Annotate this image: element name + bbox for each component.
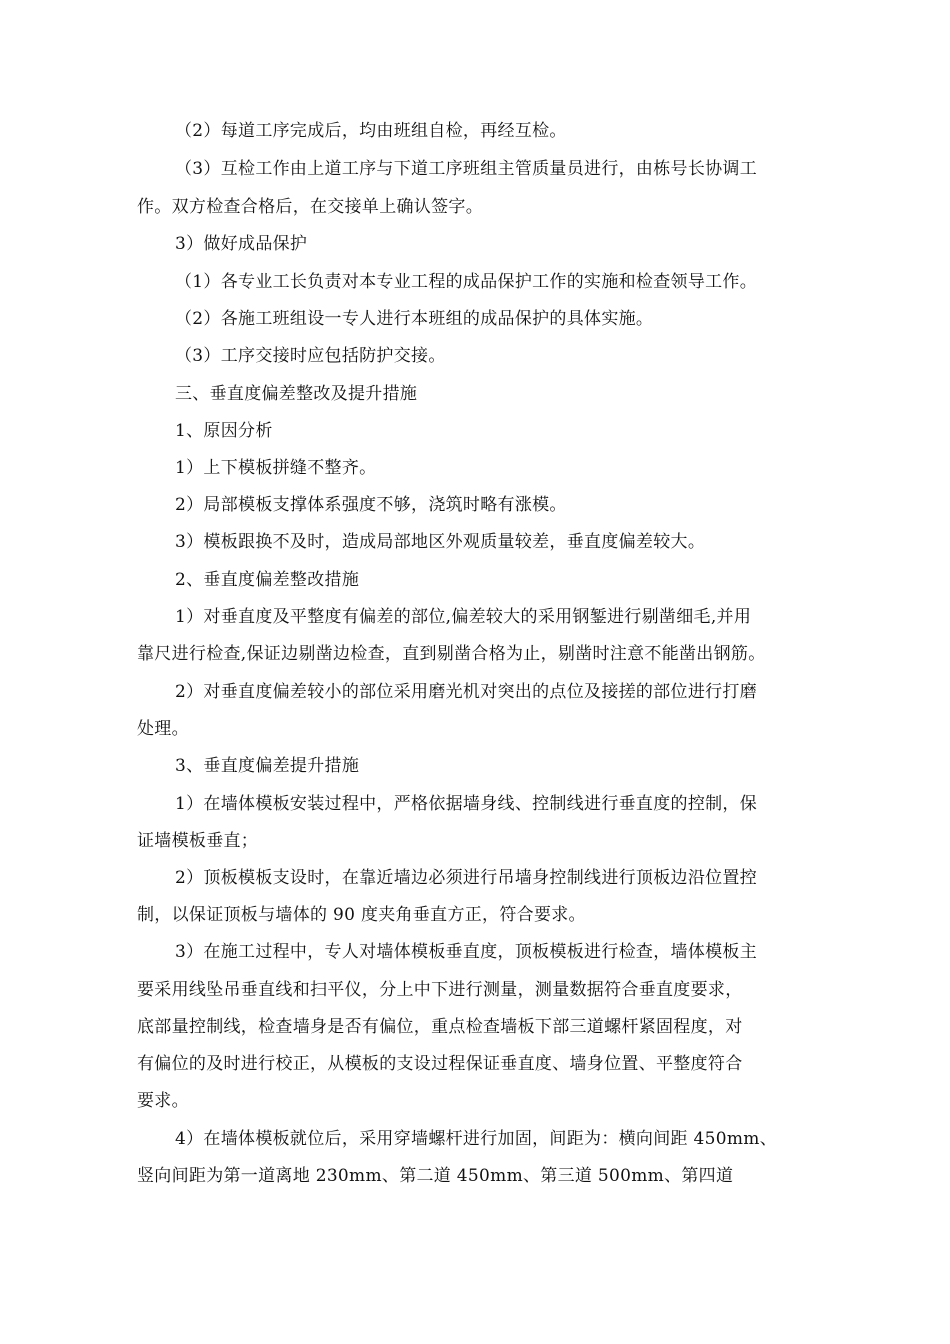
text-line: （1）各专业工长负责对本专业工程的成品保护工作的实施和检查领导工作。 [175, 272, 758, 292]
text-line: 作。双方检查合格后，在交接单上确认签字。 [137, 197, 483, 217]
text-line: 要采用线坠吊垂直线和扫平仪，分上中下进行测量，测量数据符合垂直度要求， [137, 980, 743, 1000]
text-line: 竖向间距为第一道离地 230mm、第二道 450mm、第三道 500mm、第四道 [137, 1166, 734, 1186]
section-heading: 1、原因分析 [175, 421, 273, 441]
text-line: 2）顶板模板支设时，在靠近墙边必须进行吊墙身控制线进行顶板边沿位置控 [175, 868, 758, 888]
text-line: 证墙模板垂直； [137, 831, 259, 851]
section-heading: 3、垂直度偏差提升措施 [175, 756, 360, 776]
section-heading: 三、垂直度偏差整改及提升措施 [175, 384, 418, 404]
text-line: 2）对垂直度偏差较小的部位采用磨光机对突出的点位及接搓的部位进行打磨 [175, 682, 758, 702]
text-line: 制，以保证顶板与墙体的 90 度夹角垂直方正，符合要求。 [137, 905, 586, 925]
text-line: 靠尺进行检查,保证边剔凿边检查，直到剔凿合格为止，剔凿时注意不能凿出钢筋。 [137, 644, 766, 664]
section-heading: 3）做好成品保护 [175, 234, 308, 254]
text-line: 4）在墙体模板就位后，采用穿墙螺杆进行加固，间距为：横向间距 450mm、 [175, 1129, 778, 1149]
text-line: 2）局部模板支撑体系强度不够，浇筑时略有涨模。 [175, 495, 567, 515]
text-line: 1）在墙体模板安装过程中，严格依据墙身线、控制线进行垂直度的控制，保 [175, 794, 758, 814]
text-line: （2）各施工班组设一专人进行本班组的成品保护的具体实施。 [175, 309, 654, 329]
text-line: （3）工序交接时应包括防护交接。 [175, 346, 446, 366]
text-line: 要求。 [137, 1091, 189, 1111]
text-line: 1）上下模板拼缝不整齐。 [175, 458, 377, 478]
text-line: （2）每道工序完成后，均由班组自检，再经互检。 [175, 121, 567, 141]
text-line: 处理。 [137, 719, 189, 739]
text-line: 1）对垂直度及平整度有偏差的部位,偏差较大的采用钢錾进行剔凿细毛,并用 [175, 607, 752, 627]
text-line: 底部量控制线，检查墙身是否有偏位，重点检查墙板下部三道螺杆紧固程度，对 [137, 1017, 743, 1037]
text-line: 3）模板跟换不及时，造成局部地区外观质量较差，垂直度偏差较大。 [175, 532, 706, 552]
text-line: 有偏位的及时进行校正，从模板的支设过程保证垂直度、墙身位置、平整度符合 [137, 1054, 743, 1074]
text-line: 3）在施工过程中，专人对墙体模板垂直度，顶板模板进行检查，墙体模板主 [175, 942, 758, 962]
text-line: （3）互检工作由上道工序与下道工序班组主管质量员进行，由栋号长协调工 [175, 159, 758, 179]
section-heading: 2、垂直度偏差整改措施 [175, 570, 360, 590]
